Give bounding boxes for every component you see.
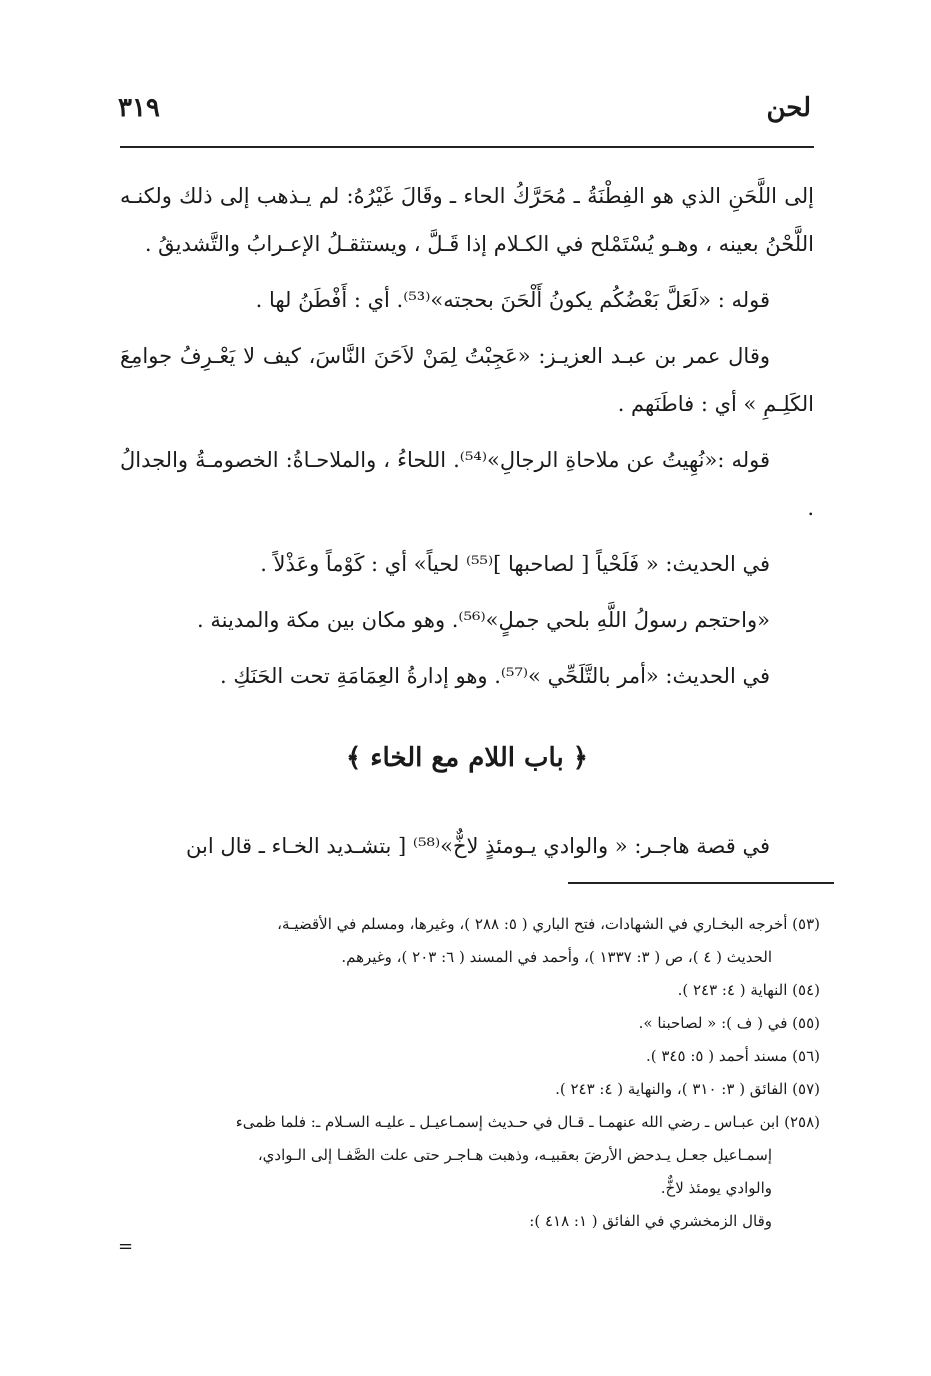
footnote-58-cont-1: إسمـاعيل جعـل يـدحض الأرضَ بعقبيـه، وذهبت هـاجـر حتى علت الصَّفـا إلى الـوادي، [257, 1146, 772, 1164]
section-heading: ﴿ باب اللام مع الخاء ﴾ [346, 743, 588, 773]
paragraph-6: «واحتجم رسولُ اللَّهِ بلحي جملٍ»⁽⁵⁶⁾. وهو مكان بين مكة والمدينة . [197, 608, 770, 632]
closing-line: في قصة هاجـر: « والوادي يـومئذٍ لاخٌّ»⁽⁵⁸⁾ [ بتشـديد الخـاء ـ قال ابن [186, 834, 770, 858]
paragraph-2: قوله : «لَعَلَّ بَعْضُكُم يكونُ أَلْحَنَ بحجته»⁽⁵³⁾. أي : أَفْطَنُ لها . [255, 288, 770, 312]
footnote-57: (٥٧) الفائق ( ٣: ٣١٠ )، والنهاية ( ٤: ٢٤٣ ). [555, 1080, 820, 1098]
footnotes [120, 910, 820, 1240]
paragraph-5: في الحديث: « فَلَحْياً [ لصاحبها ]⁽⁵⁵⁾ لحياً» أي : كَوْماً وعَذْلاً . [260, 552, 770, 576]
footnote-53: (٥٣) أخرجه البخـاري في الشهادات، فتح الباري ( ٥: ٢٨٨ )، وغيرها، ومسلم في الأقضيـة، [277, 915, 820, 933]
footnote-58-cont-3: وقال الزمخشري في الفائق ( ١: ٤١٨ ): [529, 1212, 772, 1230]
running-title: لحن [766, 93, 811, 123]
footnote-58-cont-2: والوادي يومئذ لاخٌّ. [660, 1179, 772, 1197]
footnote-54: (٥٤) النهاية ( ٤: ٢٤٣ ). [677, 981, 820, 999]
continuation-mark: = [118, 1236, 134, 1257]
page-number: ٣١٩ [118, 93, 160, 123]
footnote-56: (٥٦) مسند أحمد ( ٥: ٣٤٥ ). [645, 1047, 820, 1065]
footnote-58: (٢٥٨) ابن عبـاس ـ رضي الله عنهمـا ـ قـال في حـديث إسمـاعيـل ـ عليـه السـلام ـ: فلما ظمىء [235, 1113, 820, 1131]
paragraph-4: قوله :«نُهِيتُ عن ملاحاةِ الرجالِ»⁽⁵⁴⁾. اللحاءُ ، والملاحـاةُ: الخصومـةُ والجدالُ . [120, 448, 814, 520]
footnote-53-cont: الحديث ( ٤ )، ص ( ٣: ١٣٣٧ )، وأحمد في المسند ( ٦: ٢٠٣ )، وغيرهم. [341, 948, 772, 966]
footnote-55: (٥٥) في ( ف ): « لصاحبنا ». [638, 1014, 820, 1032]
paragraph-1: إلى اللَّحَنِ الذي هو الفِطْنَةُ ـ مُحَرَّكُ الحاء ـ وقَالَ غَيْرُهُ: لم يـذهب إلى ذلك ولكنـه اللَّحْنُ بعينه ، وهـو يُسْتَمْلح في الكـلام إذا قَـلَّ ، ويستثقـلُ الإعـرابُ والتَّشديقُ . [120, 184, 814, 256]
header-rule [120, 146, 814, 148]
footnote-rule [568, 882, 834, 884]
main-text [120, 172, 814, 708]
paragraph-7: في الحديث: «أمر بالتَّلَحِّي »⁽⁵⁷⁾. وهو إدارةُ العِمَامَةِ تحت الحَنَكِ . [220, 664, 770, 688]
paragraph-3: وقال عمر بن عبـد العزيـز: «عَجِبْتُ لِمَنْ لاَحَنَ النَّاسَ، كيف لا يَعْـرِفُ جوامِعَ الكَلِـمِ » أي : فاطَنَهم . [120, 344, 814, 416]
